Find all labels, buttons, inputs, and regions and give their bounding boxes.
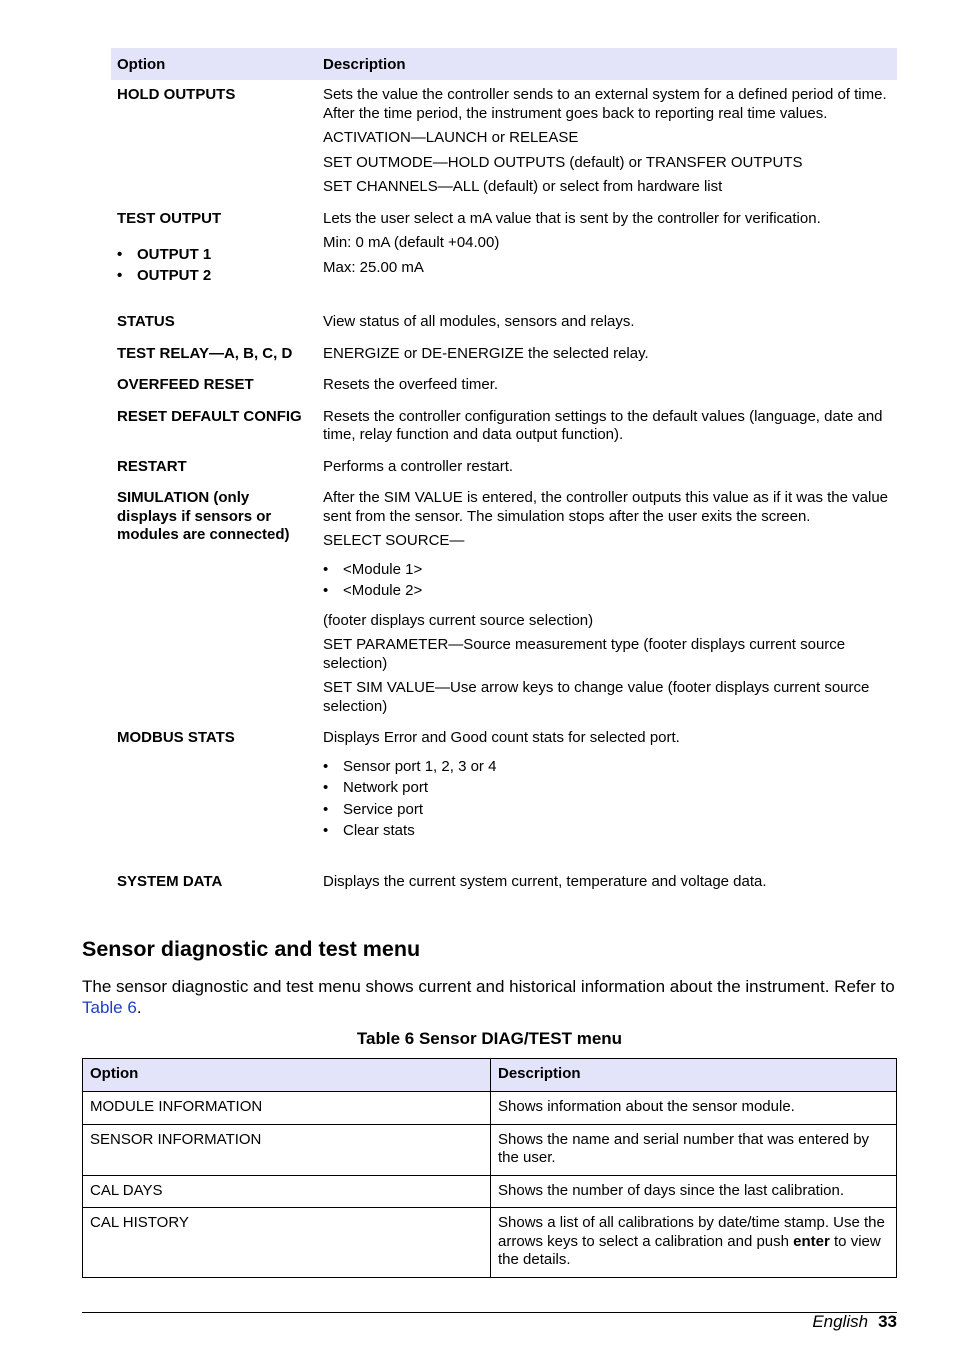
section-heading: Sensor diagnostic and test menu [82,937,421,961]
list-item: • Service port [323,799,891,821]
enter-key-label: enter [793,1232,830,1250]
list-item: • <Module 2> [323,580,891,602]
list-item: • <Module 1> [323,559,891,581]
option-cell: OVERFEED RESET [117,376,254,393]
table-caption: Table 6 Sensor DIAG/TEST menu [356,1029,623,1048]
table-row [111,402,897,452]
description-text: SET SIM VALUE—Use arrow keys to change value (footer displays current source selection) [323,679,870,715]
description-text: After the SIM VALUE is entered, the controller outputs this value as if it was the value sent from the sensor. The simulation stops after the user exits the screen. [323,489,889,525]
description-text: Displays Error and Good count stats for selected port. [323,729,680,746]
table-row [83,1208,897,1278]
description-text: ACTIVATION—LAUNCH or RELEASE [323,129,579,146]
option-label: TEST OUTPUT [117,209,222,227]
table-row [111,339,897,371]
description-text: View status of all modules, sensors and relays. [323,313,635,330]
description-cell [317,452,897,484]
footer-divider [82,1312,897,1313]
port-list [323,756,891,842]
option-cell: CAL HISTORY [83,1208,491,1278]
intro-text: The sensor diagnostic and test menu shows current and historical information about the instrument. Refer to [82,977,895,996]
option-cell: STATUS [117,313,175,330]
header-description: Description [317,48,897,80]
option-cell: RESTART [117,457,187,475]
table-row [111,80,897,204]
option-cell: MODULE INFORMATION [83,1092,491,1125]
table-row [111,297,897,339]
table-row [83,1175,897,1208]
table-header-row [111,48,897,80]
option-cell [111,204,317,298]
list-item: • Clear stats [323,820,891,842]
description-text: (footer displays current source selection) [323,611,594,629]
description-cell: Shows the name and serial number that was entered by the user. [491,1124,897,1175]
option-cell: CAL DAYS [83,1175,491,1208]
description-text: SET CHANNELS—ALL (default) or select from hardware list [323,178,723,195]
description-cell: Shows the number of days since the last calibration. [491,1175,897,1208]
sensor-diag-table [82,1058,897,1278]
description-text: ENERGIZE or DE-ENERGIZE the selected relay. [323,344,649,362]
description-text: Performs a controller restart. [323,457,514,475]
description-text: Resets the overfeed timer. [323,376,499,393]
source-list [323,559,891,602]
table-row [83,1124,897,1175]
header-option: Option [83,1059,491,1092]
table-row [111,452,897,484]
list-item: • Network port [323,777,891,799]
description-text: Sets the value the controller sends to an external system for a defined period of time. After the time period, the instrument goes back to reporting real time values. [323,86,887,122]
option-cell: HOLD OUTPUTS [117,86,236,103]
description-text: Min: 0 mA (default +04.00) [323,234,500,251]
description-text: Displays the current system current, temperature and voltage data. [323,872,767,890]
table-row [111,204,897,298]
description-text: SET PARAMETER—Source measurement type (footer displays current source selection) [323,636,846,672]
page-footer [812,1312,897,1332]
description-text: Lets the user select a mA value that is sent by the controller for verification. [323,209,821,227]
description-cell [317,80,897,204]
section-intro [82,976,897,1018]
table-6-link[interactable]: Table 6 [82,998,137,1017]
option-cell: RESET DEFAULT CONFIG [117,407,302,425]
description-cell [317,723,897,859]
list-item: • OUTPUT 1 [117,244,311,265]
description-cell: Shows information about the sensor module. [491,1092,897,1125]
description-text: Shows a list of all calibrations by date/time stamp. Use the arrows keys to select a calibration and push [498,1214,885,1250]
description-text: SELECT SOURCE— [323,532,465,549]
description-text: to view the details. [498,1232,881,1268]
option-sublist [117,244,311,286]
table-row [111,370,897,402]
footer-language: English [812,1312,869,1331]
description-cell [491,1208,897,1278]
option-cell: MODBUS STATS [117,729,235,746]
table-row [111,483,897,723]
description-cell [317,204,897,298]
description-text: Resets the controller configuration settings to the default values (language, date and time, relay function and data output function). [323,407,883,443]
header-option: Option [111,48,317,80]
description-cell [317,859,897,899]
list-item: • OUTPUT 2 [117,265,311,286]
description-cell [317,402,897,452]
option-cell: SIMULATION (only displays if sensors or modules are connected) [117,489,290,543]
table-header-row [83,1059,897,1092]
table-row [83,1092,897,1125]
list-item: • Sensor port 1, 2, 3 or 4 [323,756,891,778]
header-description: Description [491,1059,897,1092]
description-text: Max: 25.00 mA [323,258,424,276]
description-text: SET OUTMODE—HOLD OUTPUTS (default) or TRANSFER OUTPUTS [323,153,803,171]
option-cell: TEST RELAY—A, B, C, D [117,344,293,362]
description-cell [317,483,897,723]
page-number: 33 [878,1312,897,1331]
description-cell [317,370,897,402]
table-row [111,859,897,899]
option-cell: SYSTEM DATA [117,872,223,890]
options-table [111,48,897,898]
intro-end: . [136,998,142,1017]
option-cell: SENSOR INFORMATION [83,1124,491,1175]
table-row [111,723,897,859]
description-cell [317,339,897,371]
description-cell [317,297,897,339]
